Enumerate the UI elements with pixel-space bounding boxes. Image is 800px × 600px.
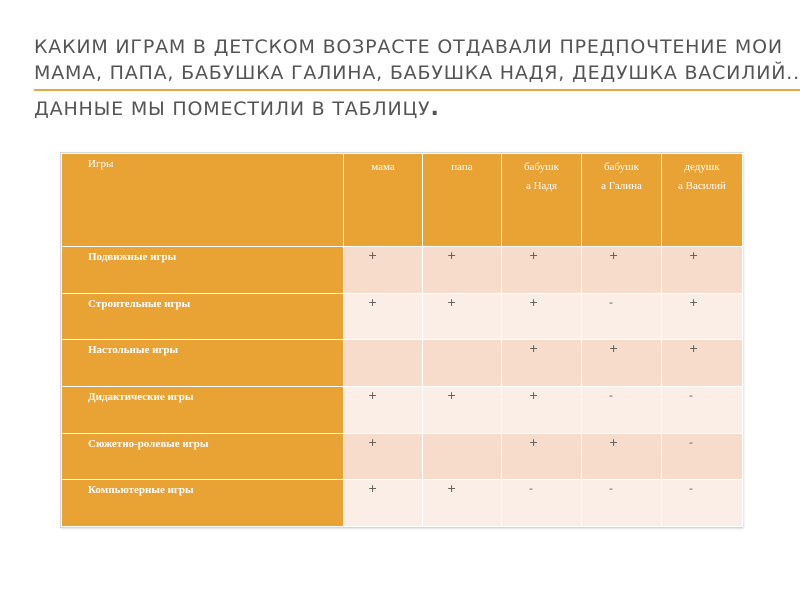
table-row [62, 480, 743, 527]
table-row [62, 433, 743, 480]
table-cell [423, 433, 502, 480]
table-cell: + [344, 293, 423, 340]
table-cell: - [582, 480, 662, 527]
table-row [62, 293, 743, 340]
title-line-2: МАМА, ПАПА, БАБУШКА ГАЛИНА, БАБУШКА НАДЯ, ДЕДУШКА ВАСИЛИЙ.. [34, 62, 800, 84]
title-line-1: КАКИМ ИГРАМ В ДЕТСКОМ ВОЗРАСТЕ ОТДАВАЛИ ПРЕДПОЧТЕНИЕ МОИ [34, 36, 783, 58]
table-cell: + [423, 386, 502, 433]
row-label: Настольные игры [62, 340, 344, 387]
table-cell: + [502, 386, 582, 433]
games-table-container [60, 152, 743, 528]
table-cell: + [662, 247, 743, 294]
table-cell: + [344, 480, 423, 527]
games-preference-table [61, 153, 743, 527]
row-label: Компьютерные игры [62, 480, 344, 527]
table-row [62, 247, 743, 294]
table-cell: + [662, 340, 743, 387]
table-cell: + [502, 247, 582, 294]
table-cell: - [582, 293, 662, 340]
table-cell: + [502, 340, 582, 387]
header-grandma-galina: бабушк а Галина [582, 154, 662, 247]
table-cell: + [344, 247, 423, 294]
table-cell [423, 340, 502, 387]
subtitle-period: . [430, 96, 440, 121]
table-row [62, 386, 743, 433]
header-grandpa-vasily: дедушк а Василий [662, 154, 743, 247]
table-cell: + [502, 293, 582, 340]
table-cell: + [423, 247, 502, 294]
table-cell: + [502, 433, 582, 480]
slide-subtitle [34, 97, 440, 121]
table-cell: - [502, 480, 582, 527]
table-cell: + [344, 433, 423, 480]
header-games: Игры [62, 154, 344, 247]
table-cell: + [662, 293, 743, 340]
table-cell: - [662, 433, 743, 480]
table-cell: + [423, 293, 502, 340]
slide-title [34, 34, 800, 86]
row-label: Дидактические игры [62, 386, 344, 433]
table-cell: + [423, 480, 502, 527]
table-row [62, 340, 743, 387]
table-cell [344, 340, 423, 387]
table-cell: - [662, 480, 743, 527]
table-cell: + [582, 340, 662, 387]
header-father: папа [423, 154, 502, 247]
table-cell: - [662, 386, 743, 433]
row-label: Строительные игры [62, 293, 344, 340]
row-label: Подвижные игры [62, 247, 344, 294]
header-mother: мама [344, 154, 423, 247]
table-cell: - [582, 386, 662, 433]
table-cell: + [582, 247, 662, 294]
title-divider [34, 89, 800, 91]
row-label: Сюжетно-ролевые игры [62, 433, 344, 480]
table-cell: + [582, 433, 662, 480]
subtitle-text: ДАННЫЕ МЫ ПОМЕСТИЛИ В ТАБЛИЦУ [34, 98, 431, 120]
table-cell: + [344, 386, 423, 433]
table-header-row [62, 154, 743, 247]
header-grandma-nadya: бабушк а Надя [502, 154, 582, 247]
